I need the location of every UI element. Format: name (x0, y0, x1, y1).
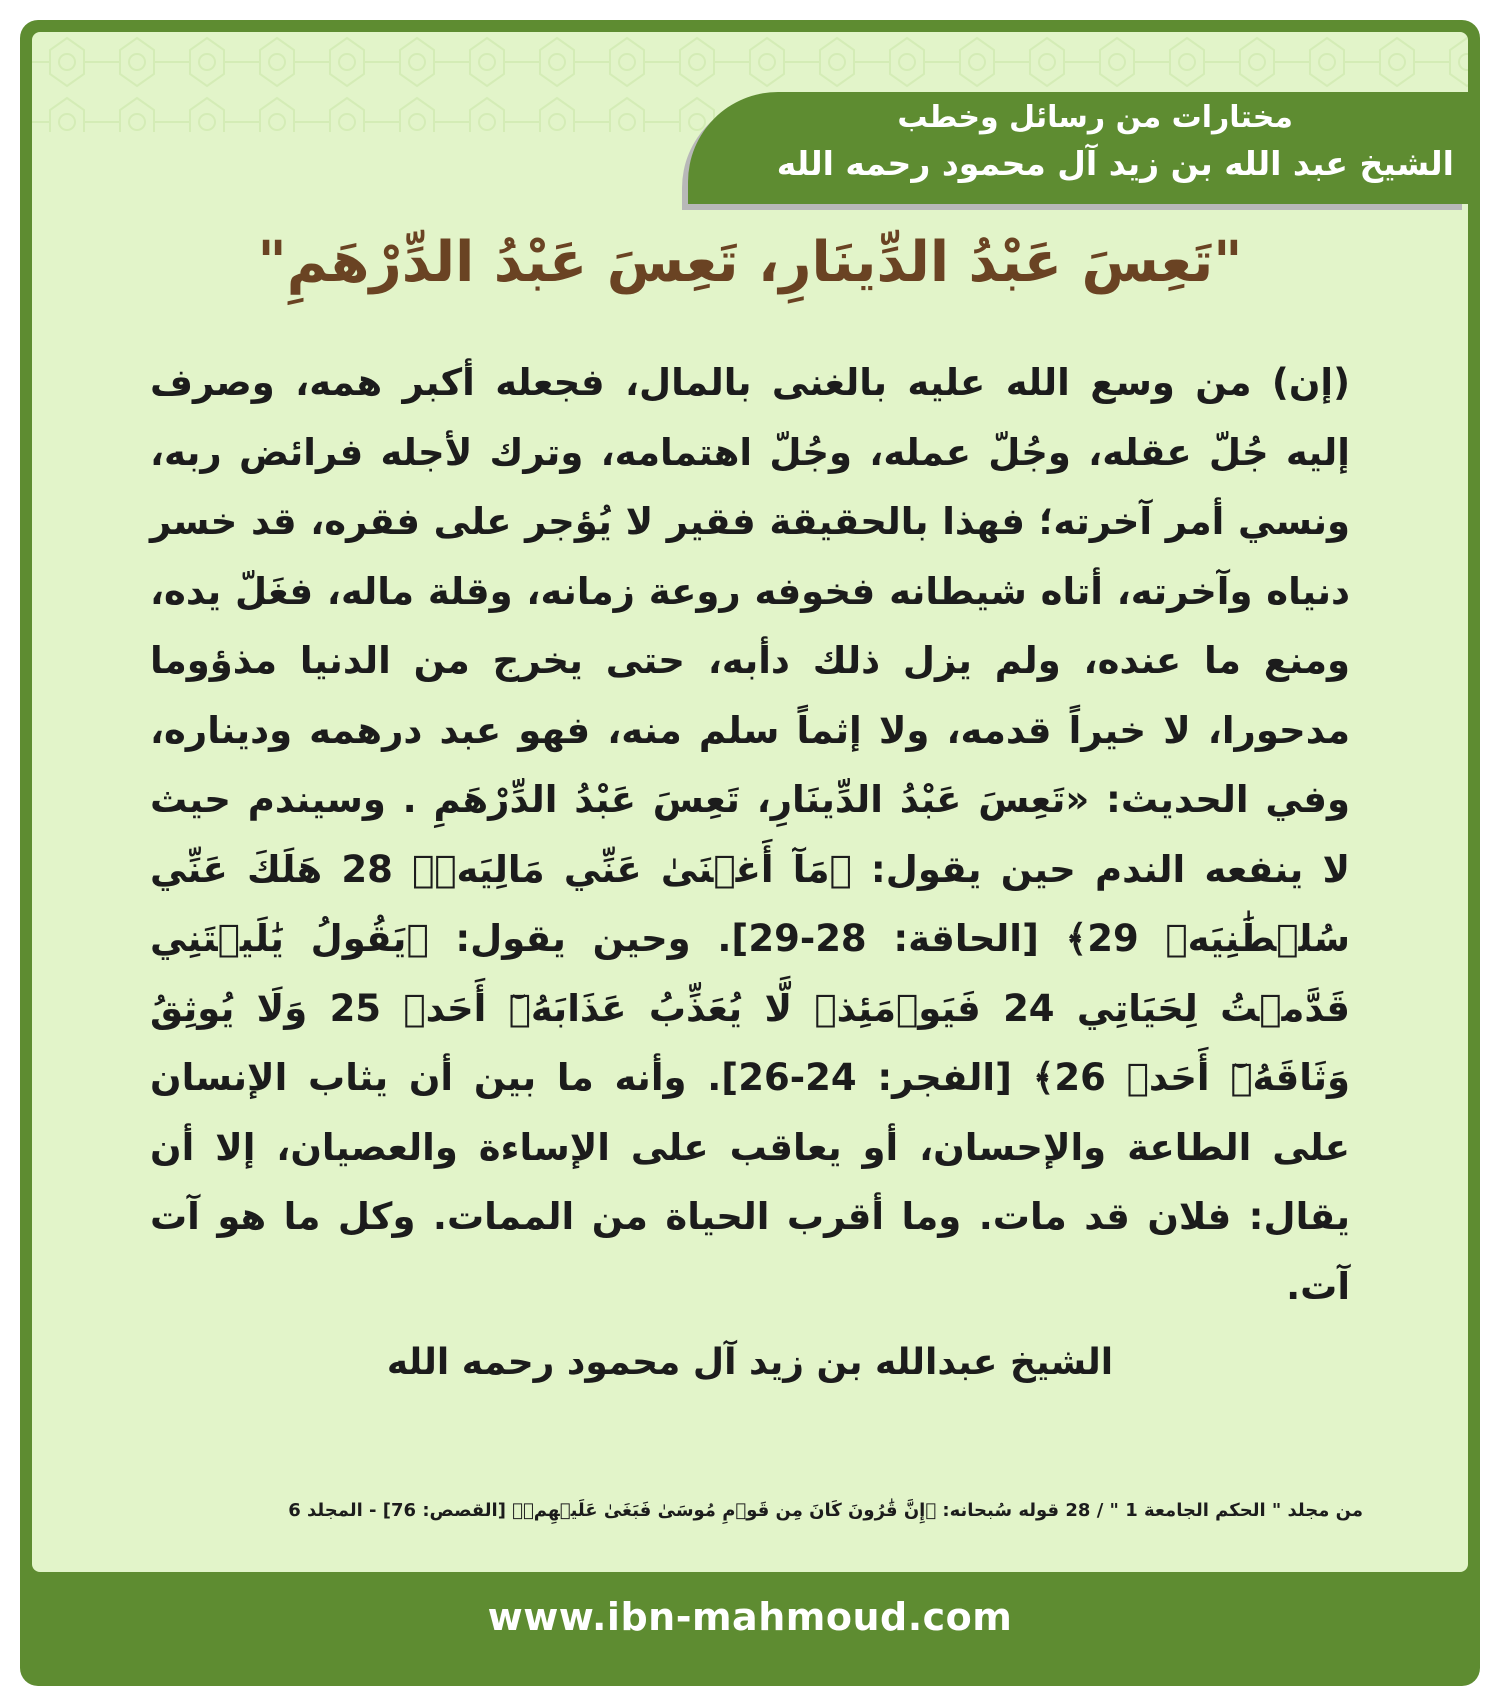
footnote: من مجلد " الحكم الجامعة 1 " / 28 قوله سُبحانه: ﴿إِنَّ قَٰرُونَ كَانَ مِن قَوۡمِ مُوسَىٰ فَبَغَىٰ عَلَيۡهِمۡ﴾ [القصص: 76] - المجلد 6 (288, 1500, 1363, 1521)
article-title: "تَعِسَ عَبْدُ الدِّينَارِ، تَعِسَ عَبْدُ الدِّرْهَمِ" (257, 230, 1243, 295)
article-body: (إن) من وسع الله عليه بالغنى بالمال، فجعله أكبر همه، وصرف إليه جُلّ عقله، وجُلّ عمله، وجُلّ اهتمامه، وترك لأجله فرائض ربه، ونسي أمر آخرته؛ فهذا بالحقيقة فقير لا يُؤجر على فقره، قد خسر دنياه وآخرته، أتاه شيطانه فخوفه روعة زمانه، وقلة ماله، فغَلّ يده، ومنع ما عنده، ولم يزل ذلك دأبه، حتى يخرج من الدنيا مذؤوما مدحورا، لا خيراً قدمه، ولا إثماً سلم منه، فهو عبد درهمه وديناره، وفي الحديث: «تَعِسَ عَبْدُ الدِّينَارِ، تَعِسَ عَبْدُ الدِّرْهَمِ . وسيندم حيث لا ينفعه الندم حين يقول: ﴿مَآ أَغۡنَىٰ عَنِّي مَالِيَهۡۜ 28 هَلَكَ عَنِّي سُلۡطَٰنِيَهۡ 29﴾ [الحاقة: 28-29]. وحين يقول: ﴿يَقُولُ يَٰلَيۡتَنِي قَدَّمۡتُ لِحَيَاتِي 24 فَيَوۡمَئِذٖ لَّا يُعَذِّبُ عَذَابَهُۥٓ أَحَدٞ 25 وَلَا يُوثِقُ وَثَاقَهُۥٓ أَحَدٞ 26﴾ [الفجر: 24-26]. وأنه ما بين أن يثاب الإنسان على الطاعة والإحسان، أو يعاقب على الإساءة والعصيان، إلا أن يقال: فلان قد مات. وما أقرب الحياة من الممات. وكل ما هو آت آت. (150, 361, 1350, 1308)
content-panel (32, 32, 1468, 1572)
website-link[interactable]: www.ibn-mahmoud.com (487, 1595, 1013, 1639)
article-card (20, 20, 1480, 1686)
header-author: الشيخ عبد الله بن زيد آل محمود رحمه الله (776, 144, 1454, 183)
author-signature: الشيخ عبدالله بن زيد آل محمود رحمه الله (386, 1342, 1114, 1383)
header-subtitle: مختارات من رسائل وخطب (897, 100, 1293, 135)
header-banner (688, 92, 1468, 204)
